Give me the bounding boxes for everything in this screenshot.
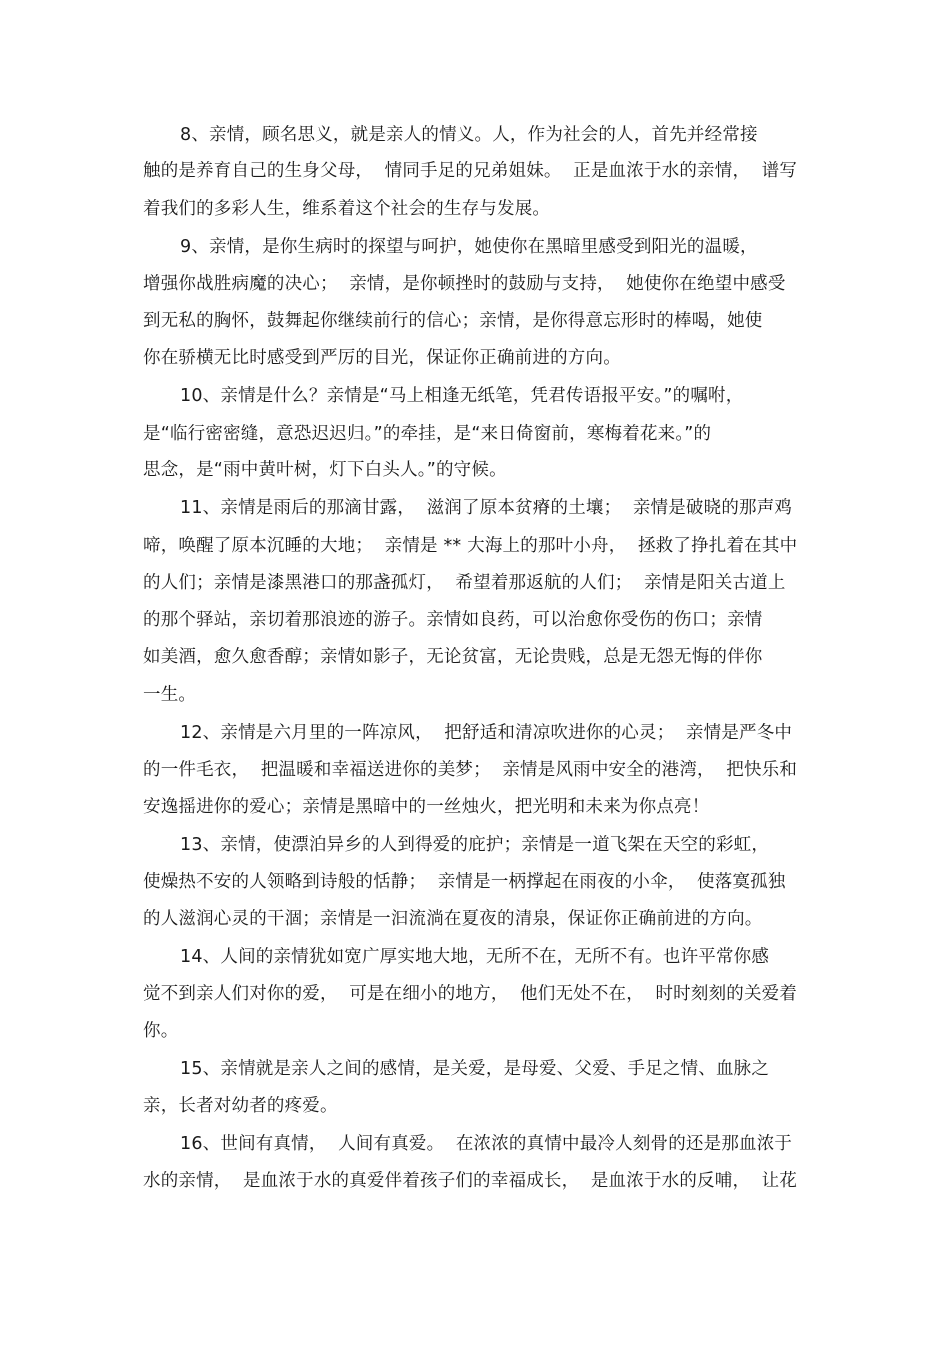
paragraph-14-line-2: 觉不到亲人们对你的爱， 可是在细小的地方， 他们无处不在， 时时刻刻的关爱着 [143, 984, 798, 1004]
paragraph-14-line-1: 14、人间的亲情犹如宽广厚实地大地，无所不在，无所不有。也许平常你感 [180, 947, 770, 967]
paragraph-10-line-3: 思念，是“雨中黄叶树，灯下白头人。”的守候。 [143, 460, 507, 480]
paragraph-11-line-5: 如美酒，愈久愈香醇；亲情如影子，无论贫富，无论贵贱，总是无怨无悔的伴你 [143, 647, 763, 667]
paragraph-9-line-1: 9、亲情，是你生病时的探望与呵护，她使你在黑暗里感受到阳光的温暖， [180, 237, 758, 257]
paragraph-15-line-2: 亲，长者对幼者的疼爱。 [143, 1096, 338, 1116]
paragraph-9-line-4: 你在骄横无比时感受到严厉的目光，保证你正确前进的方向。 [143, 348, 621, 368]
paragraph-16-line-1: 16、世间有真情， 人间有真爱。 在浓浓的真情中最冷人刻骨的还是那血浓于 [180, 1134, 793, 1154]
paragraph-8-line-1: 8、亲情，顾名思义，就是亲人的情义。人，作为社会的人，首先并经常接 [180, 125, 758, 145]
paragraph-15-line-1: 15、亲情就是亲人之间的感情，是关爱，是母爱、父爱、手足之情、血脉之 [180, 1059, 770, 1079]
paragraph-13-line-2: 使燥热不安的人领略到诗般的恬静； 亲情是一柄撑起在雨夜的小伞， 使落寞孤独 [143, 872, 786, 892]
paragraph-12-line-1: 12、亲情是六月里的一阵凉风， 把舒适和清凉吹进你的心灵； 亲情是严冬中 [180, 723, 793, 743]
paragraph-11-line-4: 的那个驿站，亲切着那浪迹的游子。亲情如良药，可以治愈你受伤的伤口；亲情 [143, 610, 763, 630]
paragraph-16-line-2: 水的亲情， 是血浓于水的真爱伴着孩子们的幸福成长， 是血浓于水的反哺， 让花 [143, 1171, 798, 1191]
paragraph-11-line-1: 11、亲情是雨后的那滴甘露， 滋润了原本贫瘠的土壤； 亲情是破晓的那声鸡 [180, 498, 793, 518]
paragraph-14-line-3: 你。 [143, 1021, 179, 1041]
paragraph-11-line-6: 一生。 [143, 685, 197, 705]
paragraph-13-line-3: 的人滋润心灵的干涸；亲情是一汩流淌在夏夜的清泉，保证你正确前进的方向。 [143, 909, 763, 929]
paragraph-8-line-2: 触的是养育自己的生身父母， 情同手足的兄弟姐妹。 正是血浓于水的亲情， 谱写 [143, 161, 798, 181]
paragraph-11-line-3: 的人们；亲情是漆黑港口的那盏孤灯， 希望着那返航的人们； 亲情是阳关古道上 [143, 573, 786, 593]
paragraph-9-line-2: 增强你战胜病魔的决心； 亲情，是你顿挫时的鼓励与支持， 她使你在绝望中感受 [143, 274, 786, 294]
paragraph-10-line-2: 是“临行密密缝，意恐迟迟归。”的牵挂，是“来日倚窗前，寒梅着花来。”的 [143, 424, 712, 444]
paragraph-12-line-2: 的一件毛衣， 把温暖和幸福送进你的美梦； 亲情是风雨中安全的港湾， 把快乐和 [143, 760, 798, 780]
paragraph-10-line-1: 10、亲情是什么？亲情是“马上相逢无纸笔，凭君传语报平安。”的嘱咐， [180, 386, 744, 406]
paragraph-9-line-3: 到无私的胸怀，鼓舞起你继续前行的信心；亲情，是你得意忘形时的棒喝，她使 [143, 311, 763, 331]
paragraph-13-line-1: 13、亲情，使漂泊异乡的人到得爱的庇护；亲情是一道飞架在天空的彩虹， [180, 835, 770, 855]
paragraph-12-line-3: 安逸摇进你的爱心；亲情是黑暗中的一丝烛火，把光明和未来为你点亮！ [143, 797, 710, 817]
paragraph-8-line-3: 着我们的多彩人生，维系着这个社会的生存与发展。 [143, 199, 551, 219]
paragraph-11-line-2: 啼，唤醒了原本沉睡的大地； 亲情是 ** 大海上的那叶小舟， 拯救了挣扎着在其中 [143, 536, 798, 556]
